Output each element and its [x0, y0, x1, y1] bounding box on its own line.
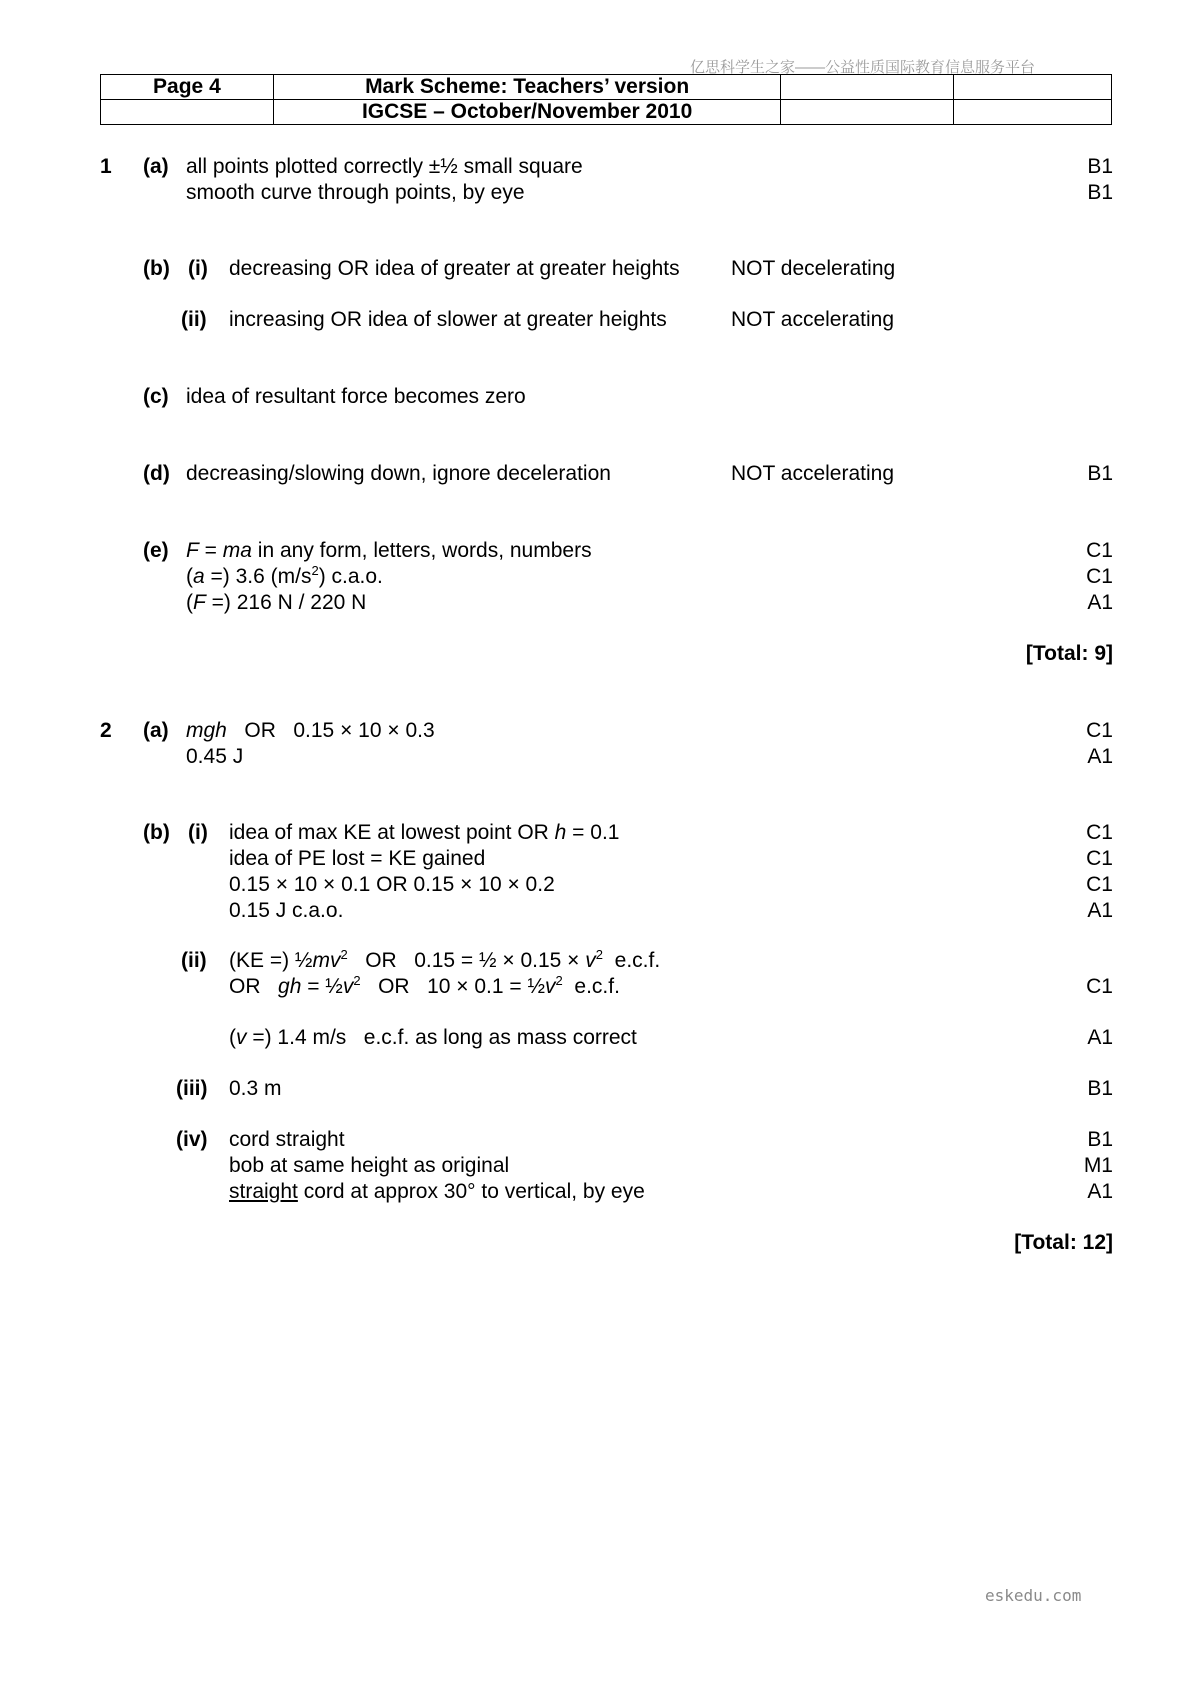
q1e-mark-3: A1: [1087, 591, 1113, 614]
header-empty-4: [781, 100, 954, 125]
q1b-i-text: decreasing OR idea of greater at greater heights: [229, 257, 680, 280]
q1e-l2-open: (: [186, 565, 193, 588]
q1e-mark-1: C1: [1086, 539, 1113, 562]
q2b-iv-label: (iv): [176, 1128, 208, 1151]
q2b-i-mark-3: C1: [1086, 873, 1113, 896]
q2b-iv-line-1: cord straight: [229, 1128, 345, 1151]
q2b-iv-mark-2: M1: [1083, 1154, 1113, 1177]
q1d-note: NOT accelerating: [731, 462, 895, 485]
q2b-i-l1b: = 0.1: [566, 821, 620, 844]
q2b-ii-l1c: e.c.f.: [602, 949, 661, 972]
q1e-l3-symbol-F: F: [193, 591, 206, 614]
q2b-i-line-1: [229, 822, 619, 843]
q2a-mgh: mgh: [186, 719, 227, 742]
q2b-i-mark-2: C1: [1086, 847, 1113, 870]
q1e-symbol-a: a: [193, 565, 205, 588]
q1b-ii-text: increasing OR idea of slower at greater heights: [229, 308, 667, 331]
q1-number: 1: [100, 155, 112, 178]
q2b-ii-l2d: e.c.f.: [562, 975, 620, 998]
q2-number: 2: [100, 719, 112, 742]
q2-total: [Total: 12]: [1014, 1231, 1113, 1254]
q2b-ii-l1s2: 2: [595, 947, 603, 962]
header-table: [100, 74, 1112, 125]
q1e-mark-2: C1: [1086, 565, 1113, 588]
q2b-ii-l2s2: 2: [555, 973, 563, 988]
q1e-line-2: [186, 563, 383, 588]
q2b-ii-v: v: [585, 949, 596, 972]
q2b-ii-mark-2: A1: [1087, 1026, 1113, 1049]
q2b-iv-mark-3: A1: [1087, 1180, 1113, 1203]
q1e-l2-sup: 2: [311, 563, 319, 578]
q2a-mark-1: C1: [1086, 719, 1113, 742]
q1b-i-label: (i): [188, 257, 208, 280]
q1d-mark: B1: [1087, 462, 1113, 485]
q2b-iv-l3-rest: cord at approx 30° to vertical, by eye: [297, 1180, 645, 1203]
q1c-text: idea of resultant force becomes zero: [186, 385, 526, 408]
q1a-mark-2: B1: [1087, 181, 1113, 204]
q2b-ii-l2s1: 2: [353, 973, 361, 988]
q1a-mark-1: B1: [1087, 155, 1113, 178]
header-subtitle: IGCSE – October/November 2010: [273, 100, 781, 125]
q2b-ii-l2a: OR: [229, 975, 279, 998]
q2b-i-label: (i): [188, 821, 208, 844]
q2b-ii-line-3: [229, 1027, 637, 1048]
q1b-label: (b): [143, 257, 170, 280]
q1e-l2-mid: =) 3.6 (m/s: [204, 565, 312, 588]
q1d-label: (d): [143, 462, 170, 485]
q2b-ii-l2c: OR 10 × 0.1 = ½: [360, 975, 545, 998]
q2b-ii-line-1: [229, 947, 661, 972]
q1d-text: decreasing/slowing down, ignore deceleration: [186, 462, 611, 485]
q2b-iv-line-3: [229, 1181, 645, 1202]
q1e-equals: =: [198, 539, 223, 562]
header-title: Mark Scheme: Teachers’ version: [273, 75, 781, 100]
q2b-ii-line-2: [229, 973, 620, 998]
q2b-ii-l3a: (: [229, 1026, 236, 1049]
q1e-symbol-ma: ma: [222, 539, 252, 562]
q2b-i-h: h: [554, 821, 567, 844]
q1a-line-2: smooth curve through points, by eye: [186, 181, 525, 204]
watermark-top: 亿思科学生之家——公益性质国际教育信息服务平台: [690, 59, 1036, 76]
q2b-ii-l2v2: v: [545, 975, 556, 998]
q1c-label: (c): [143, 385, 169, 408]
q2b-ii-l2b: = ½: [301, 975, 343, 998]
q2b-ii-label: (ii): [181, 949, 207, 972]
q2b-i-line-4: 0.15 J c.a.o.: [229, 899, 344, 922]
q1e-l3-open: (: [186, 591, 193, 614]
q2b-ii-l2v: v: [342, 975, 354, 998]
q1b-i-note: NOT decelerating: [731, 257, 896, 280]
q1e-line-1-rest: in any form, letters, words, numbers: [251, 539, 592, 562]
q2b-label: (b): [143, 821, 170, 844]
q2b-ii-mark-1: C1: [1086, 975, 1113, 998]
q1e-line-1: [186, 540, 592, 561]
q2b-ii-gh: gh: [278, 975, 302, 998]
q2b-ii-l3v: v: [236, 1026, 247, 1049]
q2a-line-1-rest: OR 0.15 × 10 × 0.3: [226, 719, 435, 742]
q2b-ii-mv: mv: [312, 949, 341, 972]
watermark-bottom: eskedu.com: [985, 1586, 1082, 1605]
header-empty-2: [954, 75, 1112, 100]
q1-total: [Total: 9]: [1025, 642, 1113, 665]
q2b-i-mark-1: C1: [1086, 821, 1113, 844]
q2b-ii-l3b: =) 1.4 m/s e.c.f. as long as mass correct: [246, 1026, 637, 1049]
q1e-l2-end: ) c.a.o.: [318, 565, 383, 588]
q1e-label: (e): [143, 539, 169, 562]
q1e-line-3: [186, 592, 366, 613]
header-empty-1: [781, 75, 954, 100]
q2a-label: (a): [143, 719, 169, 742]
q2b-iii-mark: B1: [1087, 1077, 1113, 1100]
q1e-l3-rest: =) 216 N / 220 N: [205, 591, 367, 614]
q2b-i-line-2: idea of PE lost = KE gained: [229, 847, 486, 870]
q1a-label: (a): [143, 155, 169, 178]
q2b-iii-text: 0.3 m: [229, 1077, 282, 1100]
q1a-line-1: all points plotted correctly ±½ small square: [186, 155, 583, 178]
q2b-ii-l1s1: 2: [340, 947, 348, 962]
q2b-iv-mark-1: B1: [1087, 1128, 1113, 1151]
q2b-i-l1a: idea of max KE at lowest point OR: [229, 821, 555, 844]
q1b-ii-label: (ii): [181, 308, 207, 331]
q2b-ii-l1b: OR 0.15 = ½ × 0.15 ×: [347, 949, 586, 972]
q2a-mark-2: A1: [1087, 745, 1113, 768]
q2a-line-1: [186, 720, 435, 741]
header-empty-3: [101, 100, 274, 125]
q1e-symbol-F: F: [186, 539, 199, 562]
q2b-iii-label: (iii): [176, 1077, 208, 1100]
q2b-i-line-3: 0.15 × 10 × 0.1 OR 0.15 × 10 × 0.2: [229, 873, 555, 896]
q2b-iv-straight: straight: [229, 1180, 298, 1203]
q1b-ii-note: NOT accelerating: [731, 308, 895, 331]
q2b-iv-line-2: bob at same height as original: [229, 1154, 510, 1177]
q2b-ii-l1a: (KE =) ½: [229, 949, 313, 972]
q2b-i-mark-4: A1: [1087, 899, 1113, 922]
header-empty-5: [954, 100, 1112, 125]
header-page: Page 4: [101, 75, 274, 100]
q2a-line-2: 0.45 J: [186, 745, 244, 768]
